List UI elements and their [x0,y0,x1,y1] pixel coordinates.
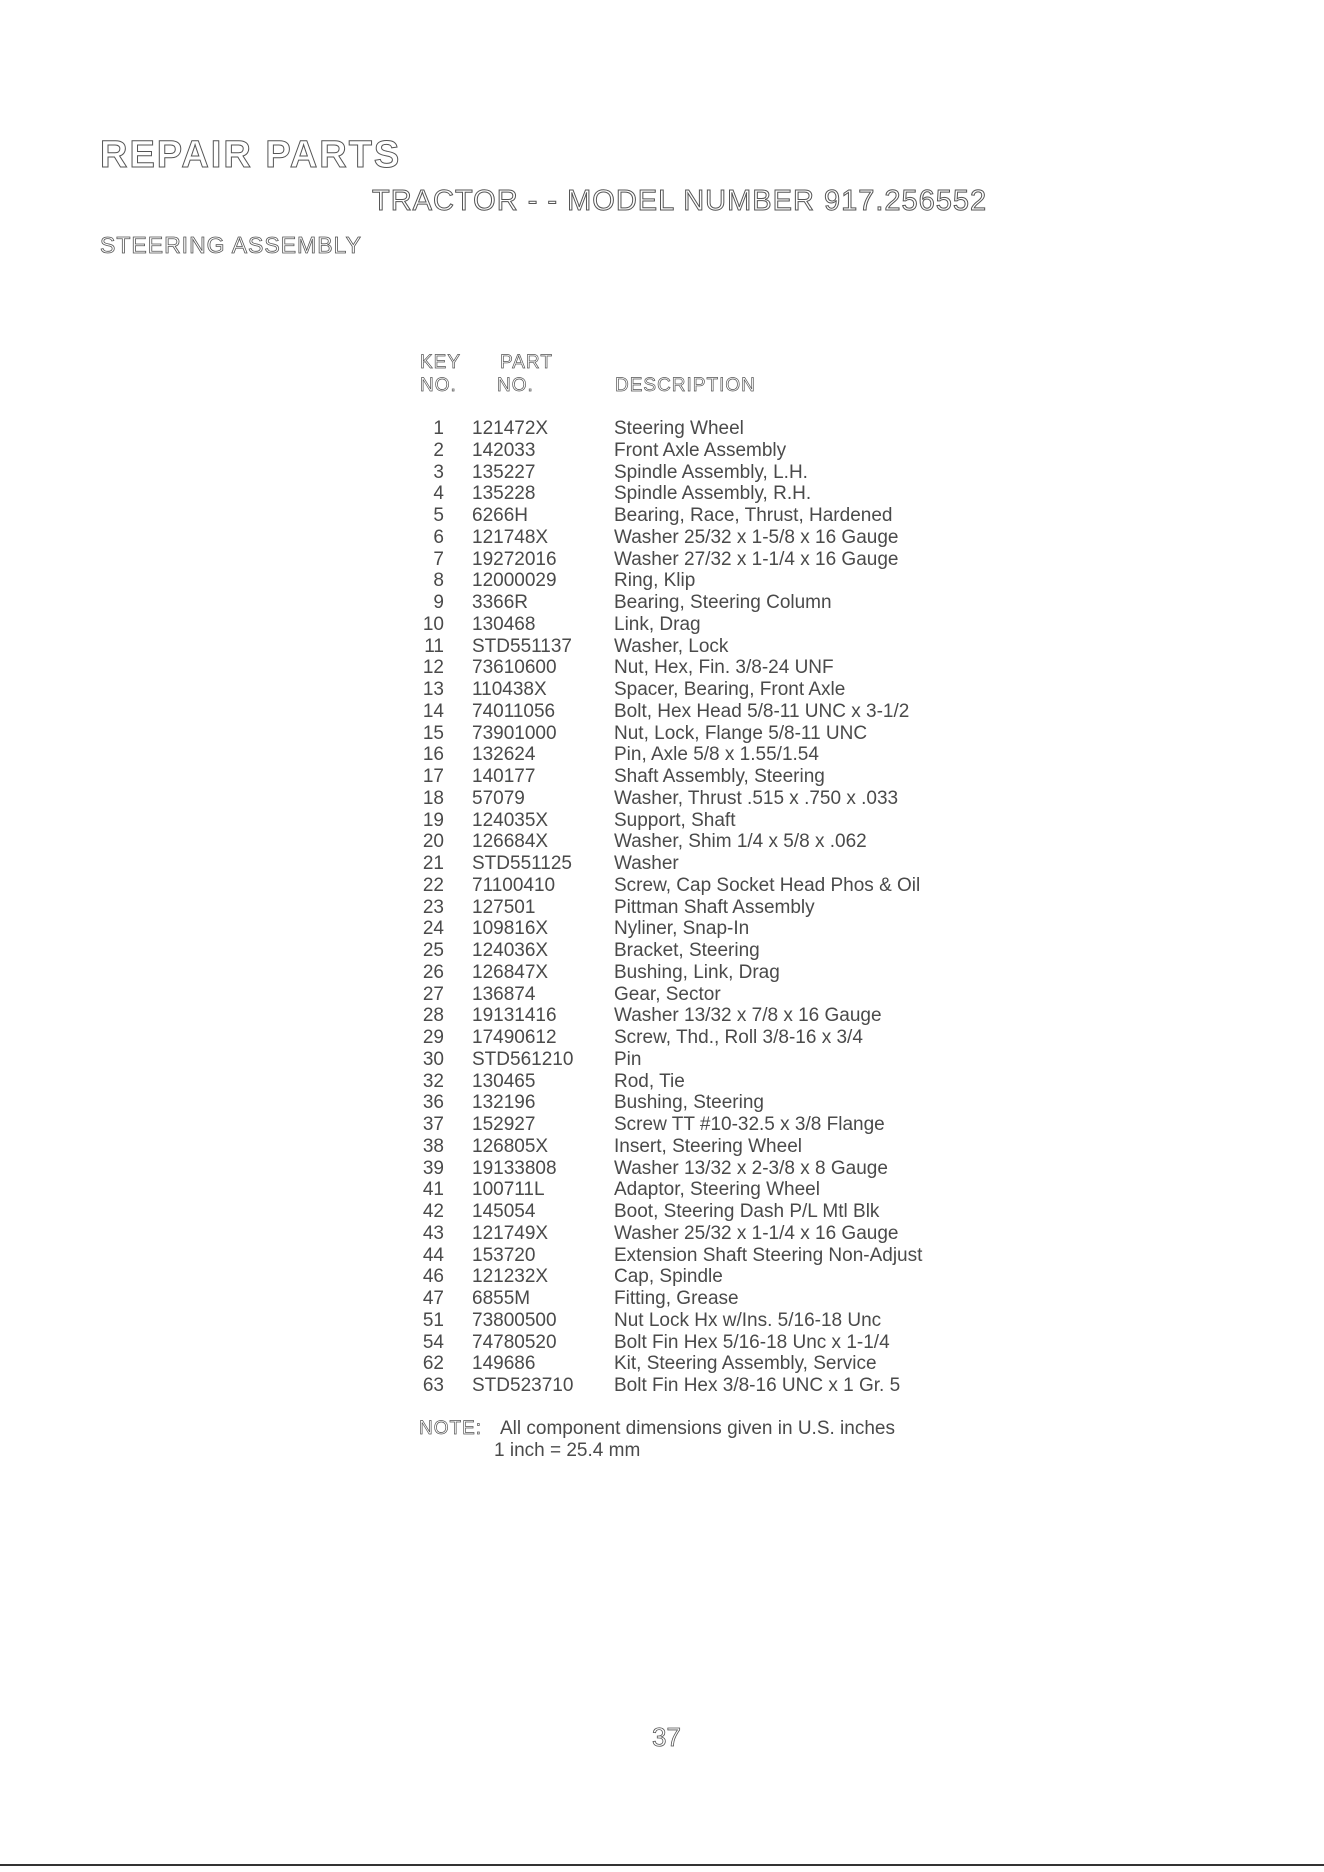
part-number: 6855M [472,1288,531,1309]
key-number: 41 [422,1179,444,1201]
key-number: 62 [422,1353,444,1375]
part-number: 132624 [472,744,536,766]
part-number: 136874 [472,983,536,1005]
part-number: 130465 [472,1070,536,1092]
key-number: 7 [433,548,444,570]
key-number: 17 [422,766,444,787]
key-number: 37 [422,1114,444,1135]
key-number: 5 [433,505,444,526]
part-number: 124035X [472,809,549,831]
key-number: 6 [433,526,444,548]
part-number: 74011056 [472,700,556,722]
part-description: Adaptor, Steering Wheel [614,1179,820,1201]
note-line-1: All component dimensions given in U.S. inches [500,1418,895,1439]
table-row [0,1201,1324,1223]
part-description: Washer, Thrust .515 x .750 x .033 [614,787,899,809]
part-number: 140177 [472,766,536,787]
part-description: Bearing, Race, Thrust, Hardened [614,505,893,526]
col-desc-header: DESCRIPTION [615,375,756,396]
key-number: 30 [422,1048,444,1070]
part-number: 74780520 [472,1331,557,1353]
table-row [0,1288,1324,1310]
key-number: 12 [422,657,444,679]
table-row [0,1245,1324,1267]
part-number: 135227 [472,461,536,483]
part-description: Screw, Thd., Roll 3/8-16 x 3/4 [614,1027,863,1048]
part-description: Bushing, Link, Drag [614,961,780,983]
table-row [0,592,1324,614]
key-number: 18 [422,787,444,809]
table-row [0,875,1324,897]
key-number: 38 [422,1135,444,1157]
table-row [0,744,1324,766]
part-description: Bearing, Steering Column [614,592,832,613]
part-number: 121748X [472,526,549,548]
table-row [0,1375,1324,1397]
part-number: 73610600 [472,657,557,679]
table-row [0,1332,1324,1354]
table-row [0,897,1324,919]
table-row [0,723,1324,745]
part-number: 19131416 [472,1005,557,1027]
part-description: Bracket, Steering [614,940,760,961]
part-description: Cap, Spindle [614,1266,723,1288]
part-number: STD551137 [472,635,572,657]
table-row [0,657,1324,679]
part-description: Extension Shaft Steering Non-Adjust [614,1244,923,1266]
part-description: Rod, Tie [614,1070,685,1092]
part-description: Washer 25/32 x 1-1/4 x 16 Gauge [614,1222,899,1244]
part-description: Spindle Assembly, L.H. [614,461,808,483]
key-number: 16 [422,744,444,766]
col-part-header-2: NO. [497,375,534,396]
key-number: 10 [422,613,444,635]
table-row [0,440,1324,462]
key-number: 51 [422,1309,444,1331]
part-number: 124036X [472,940,549,961]
page-title: REPAIR PARTS [100,134,402,176]
key-number: 3 [433,461,444,483]
key-number: 28 [422,1005,444,1027]
key-number: 29 [422,1027,444,1048]
table-row [0,940,1324,962]
part-description: Nut Lock Hx w/Ins. 5/16-18 Unc [614,1309,882,1331]
note-line-2: 1 inch = 25.4 mm [494,1440,641,1461]
part-description: Bolt Fin Hex 3/8-16 UNC x 1 Gr. 5 [614,1375,901,1396]
part-number: 135228 [472,483,536,505]
part-number: 127501 [472,896,536,918]
key-number: 25 [422,940,444,961]
part-description: Nyliner, Snap-In [614,918,750,940]
table-row [0,679,1324,701]
part-number: 153720 [472,1244,536,1266]
part-description: Steering Wheel [614,418,744,439]
part-number: 130468 [472,613,536,635]
part-number: 132196 [472,1092,536,1114]
part-description: Nut, Hex, Fin. 3/8-24 UNF [614,657,834,679]
part-number: 149686 [472,1353,536,1375]
model-subtitle: TRACTOR - - MODEL NUMBER 917.256552 [372,185,988,217]
table-row [0,701,1324,723]
table-row [0,1223,1324,1245]
key-number: 36 [422,1092,444,1114]
table-row [0,1049,1324,1071]
table-row [0,636,1324,658]
table-row [0,1027,1324,1049]
part-description: Insert, Steering Wheel [614,1135,802,1157]
part-number: 121232X [472,1266,549,1288]
table-row [0,462,1324,484]
table-row [0,418,1324,440]
table-row [0,1005,1324,1027]
table-row [0,1266,1324,1288]
part-description: Washer 13/32 x 2-3/8 x 8 Gauge [614,1157,888,1179]
part-number: 12000029 [472,570,557,592]
table-row [0,853,1324,875]
col-key-header-1: KEY [420,352,462,373]
part-description: Washer [614,853,679,874]
table-row [0,788,1324,810]
section-title: STEERING ASSEMBLY [100,232,362,258]
key-number: 20 [422,831,444,853]
part-number: 57079 [472,787,525,809]
part-number: 73800500 [472,1309,557,1331]
table-row [0,1310,1324,1332]
table-row [0,831,1324,853]
part-number: 152927 [472,1114,536,1135]
part-description: Spacer, Bearing, Front Axle [614,679,846,700]
key-number: 32 [422,1070,444,1092]
part-description: Bushing, Steering [614,1092,764,1114]
part-description: Washer 27/32 x 1-1/4 x 16 Gauge [614,548,899,570]
table-row [0,962,1324,984]
part-description: Pin, Axle 5/8 x 1.55/1.54 [614,744,819,766]
key-number: 1 [433,418,444,439]
part-description: Washer 25/32 x 1-5/8 x 16 Gauge [614,526,899,548]
part-description: Gear, Sector [614,983,721,1005]
part-number: 142033 [472,439,536,461]
table-row [0,1179,1324,1201]
part-number: STD561210 [472,1048,574,1070]
part-number: 109816X [472,918,549,940]
key-number: 47 [422,1288,444,1309]
key-number: 26 [422,961,444,983]
key-number: 24 [422,918,444,940]
part-description: Front Axle Assembly [614,439,787,461]
part-description: Washer 13/32 x 7/8 x 16 Gauge [614,1005,882,1027]
part-number: 71100410 [472,874,556,896]
key-number: 19 [422,809,444,831]
note-label: NOTE: [419,1418,483,1439]
part-description: Screw TT #10-32.5 x 3/8 Flange [614,1114,885,1135]
part-number: 110438X [472,679,547,700]
bottom-rule [0,1864,1324,1866]
key-number: 4 [433,483,444,505]
key-number: 21 [422,853,444,874]
key-number: 46 [422,1266,444,1288]
part-number: 6266H [472,505,528,526]
table-row [0,1353,1324,1375]
part-number: 19133808 [472,1157,557,1179]
part-description: Link, Drag [614,613,701,635]
table-row [0,1136,1324,1158]
part-description: Support, Shaft [614,809,736,831]
table-row [0,1114,1324,1136]
part-number: STD523710 [472,1375,574,1396]
table-row [0,527,1324,549]
table-row [0,570,1324,592]
key-number: 44 [422,1244,444,1266]
col-part-header-1: PART [500,352,553,373]
part-number: 17490612 [472,1027,557,1048]
table-row [0,984,1324,1006]
part-number: 73901000 [472,722,557,744]
part-number: 121472X [472,418,549,439]
part-number: 3366R [472,592,528,613]
part-description: Ring, Klip [614,570,696,592]
table-row [0,918,1324,940]
part-description: Washer, Shim 1/4 x 5/8 x .062 [614,831,867,853]
key-number: 63 [422,1375,444,1396]
part-number: STD551125 [472,853,572,874]
key-number: 2 [433,439,444,461]
part-description: Shaft Assembly, Steering [614,766,825,787]
part-description: Nut, Lock, Flange 5/8-11 UNC [614,722,868,744]
parts-list [0,418,1324,1397]
part-number: 100711L [472,1179,545,1201]
part-number: 126847X [472,961,549,983]
key-number: 15 [422,722,444,744]
table-row [0,1071,1324,1093]
part-description: Washer, Lock [614,635,729,657]
col-key-header-2: NO. [420,375,457,396]
key-number: 9 [433,592,444,613]
part-number: 19272016 [472,548,557,570]
part-description: Screw, Cap Socket Head Phos & Oil [614,874,921,896]
part-description: Bolt Fin Hex 5/16-18 Unc x 1-1/4 [614,1331,890,1353]
table-row [0,614,1324,636]
table-row [0,1158,1324,1180]
key-number: 13 [422,679,444,700]
key-number: 42 [422,1201,444,1222]
table-row [0,1092,1324,1114]
table-row [0,810,1324,832]
key-number: 27 [422,983,444,1005]
part-number: 145054 [472,1201,536,1222]
page-number: 37 [652,1722,681,1752]
key-number: 14 [422,700,444,722]
key-number: 39 [422,1157,444,1179]
part-number: 121749X [472,1222,549,1244]
key-number: 22 [422,874,444,896]
key-number: 11 [424,635,444,657]
key-number: 23 [422,896,444,918]
part-description: Fitting, Grease [614,1288,739,1309]
table-row [0,766,1324,788]
part-description: Spindle Assembly, R.H. [614,483,812,505]
key-number: 54 [422,1331,444,1353]
part-description: Boot, Steering Dash P/L Mtl Blk [614,1201,880,1222]
key-number: 43 [422,1222,444,1244]
part-description: Pin [614,1048,642,1070]
part-number: 126805X [472,1135,549,1157]
part-description: Bolt, Hex Head 5/8-11 UNC x 3-1/2 [614,700,910,722]
table-row [0,549,1324,571]
table-row [0,505,1324,527]
part-description: Pittman Shaft Assembly [614,896,815,918]
key-number: 8 [433,570,444,592]
part-number: 126684X [472,831,549,853]
part-description: Kit, Steering Assembly, Service [614,1353,877,1375]
table-row [0,483,1324,505]
